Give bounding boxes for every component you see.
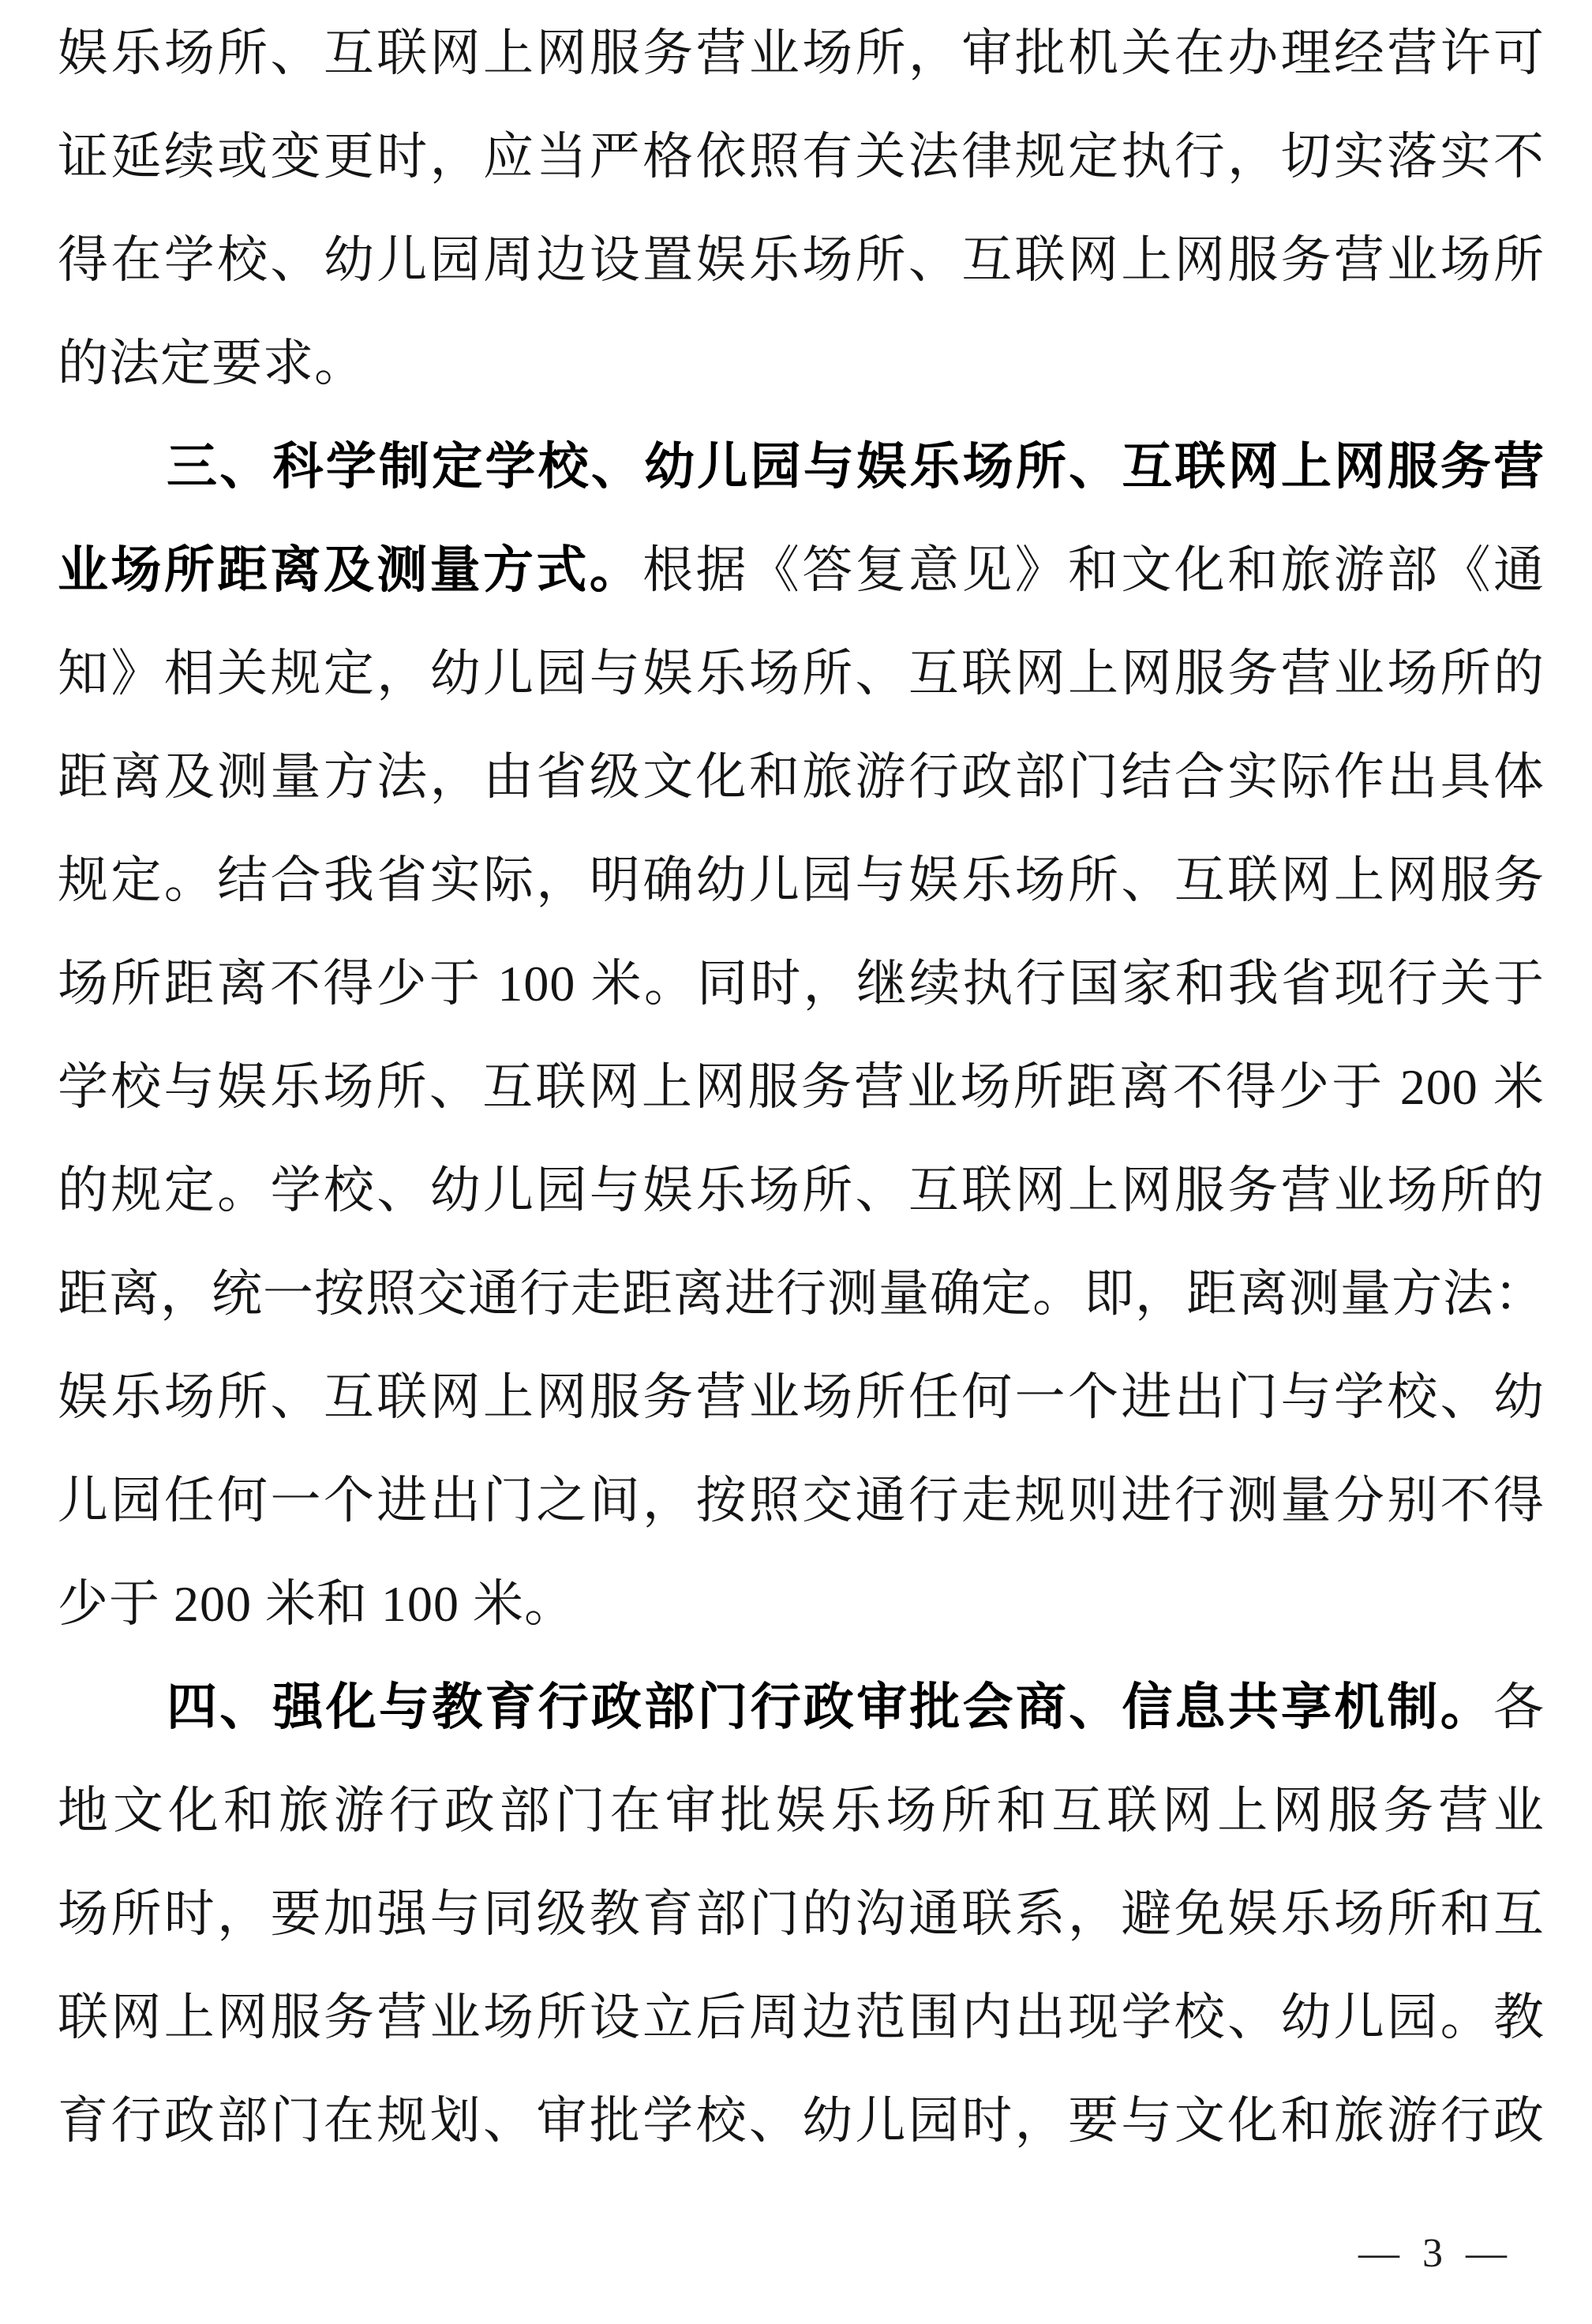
text-line: [58, 415, 1545, 518]
text-line: [58, 725, 1545, 829]
body-run: 育行政部门在规划、审批学校、幼儿园时，要与文化和旅游行政: [58, 2093, 1545, 2149]
section-heading-text: 四、强化与教育行政部门行政审批会商、信息共享机制。: [167, 1678, 1493, 1735]
text-line: [58, 829, 1545, 932]
body-run: 的规定。学校、幼儿园与娱乐场所、互联网上网服务营业场所的: [58, 1162, 1545, 1218]
text-line: [58, 1242, 1545, 1345]
body-run: 得在学校、幼儿园周边设置娱乐场所、互联网上网服务营业场所: [58, 232, 1545, 288]
body-run: 证延续或变更时，应当严格依照有关法律规定执行，切实落实不: [58, 129, 1545, 185]
body-run: 规定。结合我省实际，明确幼儿园与娱乐场所、互联网上网服务: [58, 852, 1545, 908]
text-line: [58, 2069, 1545, 2172]
body-run: 各: [1493, 1679, 1545, 1735]
text-line: [58, 105, 1545, 208]
text-line: [58, 1862, 1545, 1966]
body-run: 的法定要求。: [58, 335, 365, 391]
text-line: [58, 622, 1545, 725]
text-line: [58, 208, 1545, 312]
page-number: — 3 —: [1358, 2231, 1513, 2276]
text-line: [58, 1139, 1545, 1242]
text-line: [58, 1035, 1545, 1139]
text-line: [58, 1345, 1545, 1449]
text-line: [58, 518, 1545, 622]
body-run: 少于 200 米和 100 米。: [58, 1576, 575, 1632]
body-run: 距离及测量方法，由省级文化和旅游行政部门结合实际作出具体: [58, 749, 1545, 805]
body-run: 娱乐场所、互联网上网服务营业场所任何一个进出门与学校、幼: [58, 1369, 1545, 1425]
section-heading-text: 三、科学制定学校、幼儿园与娱乐场所、互联网上网服务营: [167, 438, 1545, 495]
text-line: [58, 1966, 1545, 2069]
text-line: [58, 1552, 1545, 1656]
body-run: 场所时，要加强与同级教育部门的沟通联系，避免娱乐场所和互: [58, 1886, 1545, 1942]
section-heading-text: 业场所距离及测量方式。: [58, 541, 643, 598]
text-line: [58, 2, 1545, 105]
body-text: [58, 2, 1545, 2172]
body-run: 娱乐场所、互联网上网服务营业场所，审批机关在办理经营许可: [58, 25, 1545, 81]
body-run: 距离，统一按照交通行走距离进行测量确定。即，距离测量方法：: [58, 1266, 1545, 1322]
body-run: 根据《答复意见》和文化和旅游部《通: [642, 542, 1545, 598]
text-line: [58, 1759, 1545, 1862]
body-run: 场所距离不得少于 100 米。同时，继续执行国家和我省现行关于: [58, 956, 1545, 1012]
body-run: 地文化和旅游行政部门在审批娱乐场所和互联网上网服务营业: [58, 1783, 1545, 1839]
text-line: [58, 1656, 1545, 1759]
text-line: [58, 312, 1545, 415]
body-run: 联网上网服务营业场所设立后周边范围内出现学校、幼儿园。教: [58, 1989, 1545, 2045]
body-run: 学校与娱乐场所、互联网上网服务营业场所距离不得少于 200 米: [58, 1059, 1545, 1115]
text-line: [58, 932, 1545, 1035]
text-line: [58, 1449, 1545, 1552]
body-run: 儿园任何一个进出门之间，按照交通行走规则进行测量分别不得: [58, 1473, 1545, 1529]
body-run: 知》相关规定，幼儿园与娱乐场所、互联网上网服务营业场所的: [58, 646, 1545, 702]
